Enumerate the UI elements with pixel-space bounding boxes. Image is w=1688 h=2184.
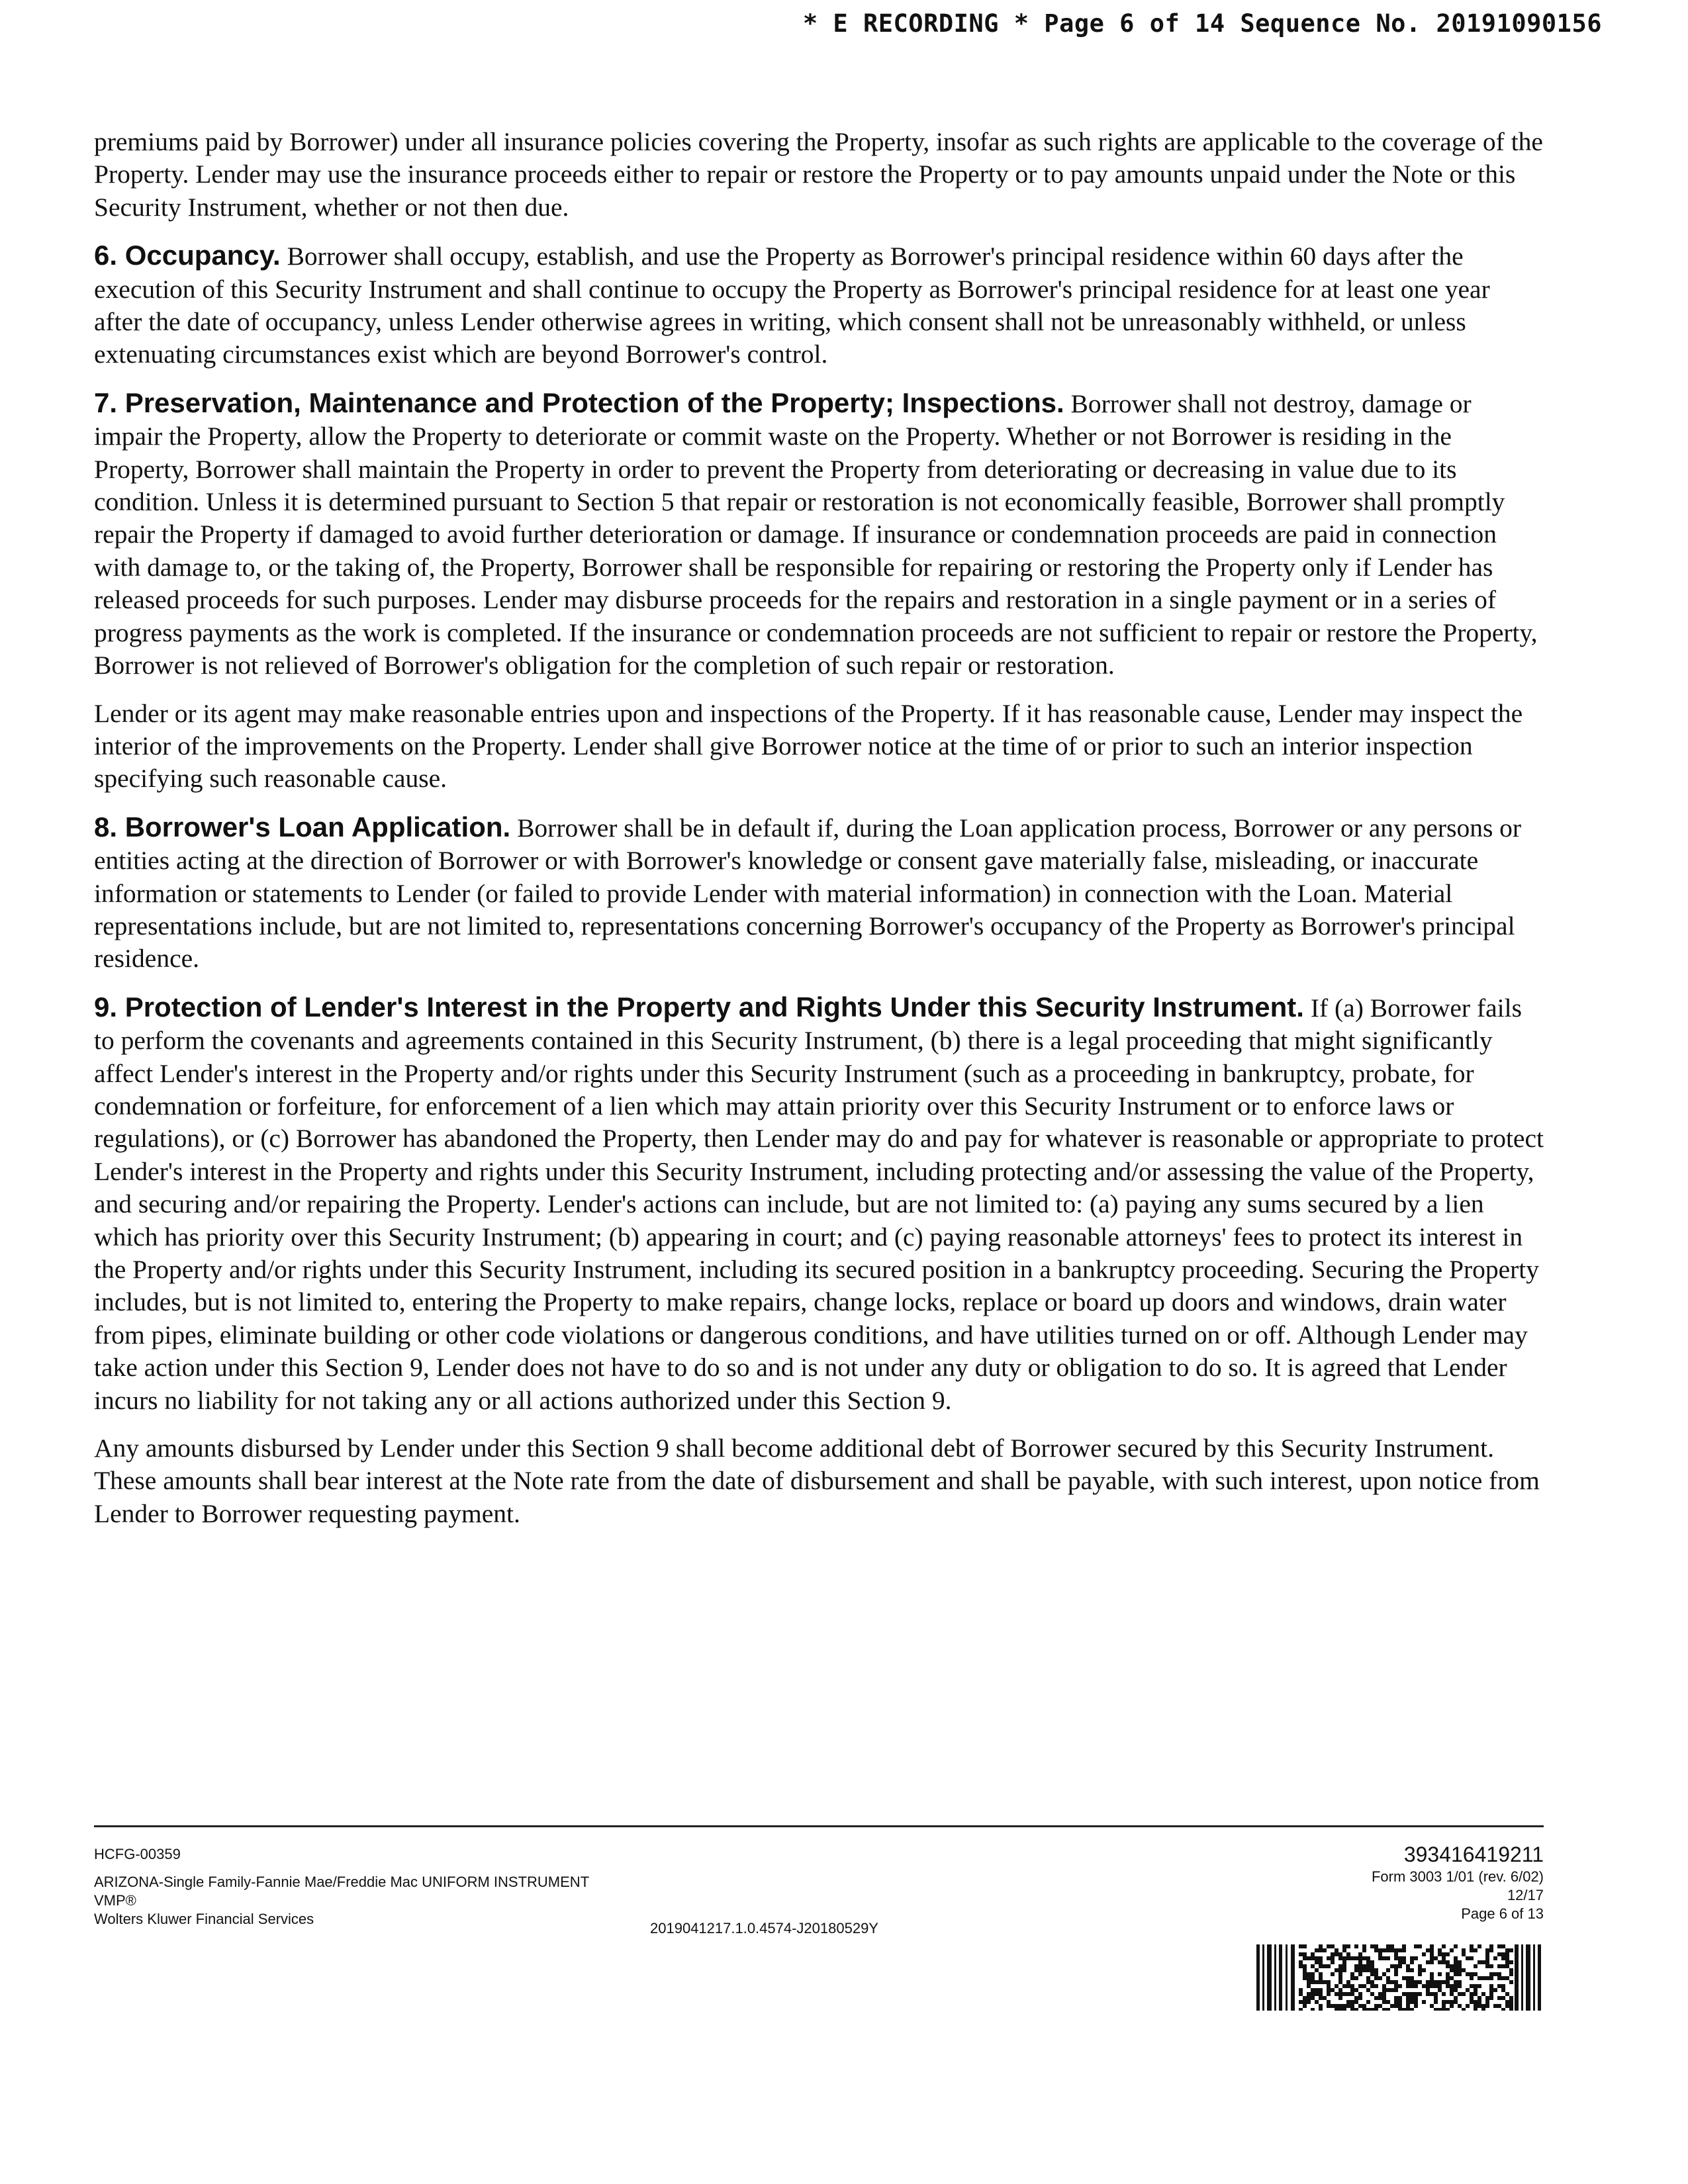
section-7-heading: 7. Preservation, Maintenance and Protection of the Property; Inspections. xyxy=(94,387,1064,418)
section-8-text: Borrower shall be in default if, during the Loan application process, Borrower or any persons or entities acting at the direction of Borrower or with Borrower's knowledge or consent gave materially false, misleading, or inaccurate information or statements to Lender (or failed to provide Lender with material information) in connection with the Loan. Material representations include, but are not limited to, representations concerning Borrower's occupancy of the Property as Borrower's principal residence. xyxy=(94,813,1522,974)
paragraph-intro: premiums paid by Borrower) under all insurance policies covering the Property, insofar as such rights are applicable to the coverage of the Property. Lender may use the insurance proceeds either to repair or restore the Property or to pay amounts unpaid under the Note or this Security Instrument, whether or not then due. xyxy=(94,127,1543,222)
document-id: 2019041217.1.0.4574-J20180529Y xyxy=(650,1920,878,1936)
section-9-heading: 9. Protection of Lender's Interest in the Property and Rights Under this Security Instrument. xyxy=(94,991,1304,1023)
section-9-text: If (a) Borrower fails to perform the covenants and agreements contained in this Security Instrument, (b) there is a legal proceeding that might significantly affect Lender's interest in the Property and/or rights under this Security Instrument (such as a proceeding in bankruptcy, probate, for condemnation or forfeiture, for enforcement of a lien which may attain priority over this Security Instrument or to enforce laws or regulations), or (c) Borrower has abandoned the Property, then Lender may do and pay for whatever is reasonable or appropriate to protect Lender's interest in the Property and rights under this Security Instrument, including protecting and/or assessing the value of the Property, and securing and/or repairing the Property. Lender's actions can include, but are not limited to: (a) paying any sums secured by a lien which has priority over this Security Instrument; (b) appearing in court; and (c) paying reasonable attorneys' fees to protect its interest in the Property and/or rights under this Security Instrument, including its secured position in a bankruptcy proceeding. Securing the Property includes, but is not limited to, entering the Property to make repairs, change locks, replace or board up doors and windows, drain water from pipes, eliminate building or other code violations or dangerous conditions, and have utilities turned on or off. Although Lender may take action under this Section 9, Lender does not have to do so and is not under any duty or obligation to do so. It is agreed that Lender incurs no liability for not taking any or all actions authorized under this Section 9. xyxy=(94,993,1544,1415)
section-8 xyxy=(94,811,1544,976)
form-title: ARIZONA-Single Family-Fannie Mae/Freddie Mac UNIFORM INSTRUMENT xyxy=(94,1874,590,1890)
section-6 xyxy=(94,239,1544,371)
section-7 xyxy=(94,387,1544,682)
recording-header: * E RECORDING * Page 6 of 14 Sequence No. 20191090156 xyxy=(802,9,1602,38)
section-7-paragraph-2: Lender or its agent may make reasonable entries upon and inspections of the Property. If it has reasonable cause, Lender may inspect the interior of the improvements on the Property. Lender shall give Borrower notice at the time of or prior to such an interior inspection specifying such reasonable cause. xyxy=(94,698,1523,794)
section-9 xyxy=(94,991,1544,1417)
vmp-mark: VMP® xyxy=(94,1892,136,1909)
barcode-image xyxy=(1256,1944,1544,2011)
form-revision: 12/17 xyxy=(1507,1887,1544,1903)
form-number: Form 3003 1/01 (rev. 6/02) xyxy=(1371,1868,1544,1885)
section-8-heading: 8. Borrower's Loan Application. xyxy=(94,811,511,842)
footer-left xyxy=(94,1845,589,1929)
page-number: Page 6 of 13 xyxy=(1461,1905,1544,1922)
section-7-text: Borrower shall not destroy, damage or impair the Property, allow the Property to deteriorate or commit waste on the Property. Whether or not Borrower is residing in the Property, Borrower shall maintain the Property in order to prevent the Property from deteriorating or decreasing in value due to its condition. Unless it is determined pursuant to Section 5 that repair or restoration is not economically feasible, Borrower shall promptly repair the Property if damaged to avoid further deterioration or damage. If insurance or condemnation proceeds are paid in connection with damage to, or the taking of, the Property, Borrower shall be responsible for repairing or restoring the Property only if Lender has released proceeds for such purposes. Lender may disburse proceeds for the repairs and restoration in a single payment or in a series of progress payments as the work is completed. If the insurance or condemnation proceeds are not sufficient to repair or restore the Property, Borrower is not relieved of Borrower's obligation for the completion of such repair or restoration. xyxy=(94,388,1538,680)
footer-right xyxy=(1372,1841,1544,1923)
footer-divider xyxy=(94,1825,1544,1827)
section-6-heading: 6. Occupancy. xyxy=(94,240,281,271)
form-code: HCFG-00359 xyxy=(94,1846,181,1862)
section-9-paragraph-2: Any amounts disbursed by Lender under this Section 9 shall become additional debt of Borrower secured by this Security Instrument. These amounts shall bear interest at the Note rate from the date of disbursement and shall be payable, with such interest, upon notice from Lender to Borrower requesting payment. xyxy=(94,1433,1540,1528)
document-body xyxy=(94,126,1544,1545)
loan-number: 393416419211 xyxy=(1403,1843,1544,1866)
section-6-text: Borrower shall occupy, establish, and use the Property as Borrower's principal residence within 60 days after the execution of this Security Instrument and shall continue to occupy the Property as Borrower's principal residence for at least one year after the date of occupancy, unless Lender otherwise agrees in writing, which consent shall not be unreasonably withheld, or unless extenuating circumstances exist which are beyond Borrower's control. xyxy=(94,242,1490,369)
publisher: Wolters Kluwer Financial Services xyxy=(94,1911,314,1927)
